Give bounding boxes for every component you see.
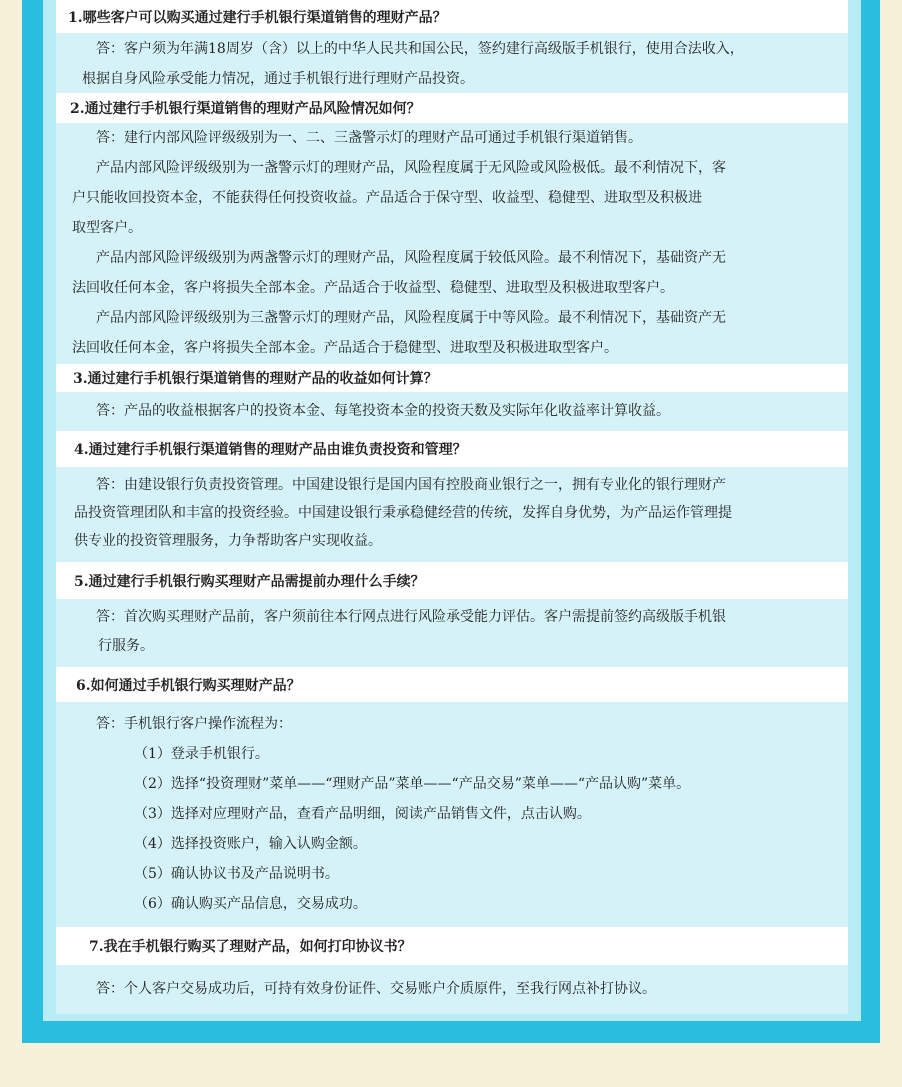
faq-list (56, 0, 848, 1014)
answer-line: 答：产品的收益根据客户的投资本金、每笔投资本金的投资天数及实际年化收益率计算收益。 (96, 403, 670, 419)
answer-line: 答：客户须为年满18周岁（含）以上的中华人民共和国公民，签约建行高级版手机银行，使用合法收入， (96, 41, 744, 57)
answer-2 (56, 123, 848, 364)
answer-line: 产品内部风险评级级别为一盏警示灯的理财产品，风险程度属于无风险或风险极低。最不利情况下，客 (96, 160, 726, 176)
question-1: 1.哪些客户可以购买通过建行手机银行渠道销售的理财产品？ (56, 0, 848, 33)
answer-line: 答：首次购买理财产品前，客户须前往本行网点进行风险承受能力评估。客户需提前签约高级版手机银 (96, 609, 726, 625)
answer-5 (56, 599, 848, 667)
answer-line: 答：手机银行客户操作流程为： (96, 716, 292, 732)
answer-line: 取型客户。 (72, 220, 142, 236)
answer-line: 法回收任何本金，客户将损失全部本金。产品适合于稳健型、进取型及积极进取型客户。 (72, 340, 618, 356)
answer-3 (56, 392, 848, 431)
question-5: 5.通过建行手机银行购买理财产品需提前办理什么手续？ (56, 562, 848, 599)
answer-line: 答：建行内部风险评级级别为一、二、三盏警示灯的理财产品可通过手机银行渠道销售。 (96, 130, 642, 146)
answer-line: 产品内部风险评级级别为三盏警示灯的理财产品，风险程度属于中等风险。最不利情况下，基础资产无 (96, 310, 726, 326)
inner-panel (43, 0, 861, 1021)
question-6: 6.如何通过手机银行购买理财产品？ (56, 667, 848, 702)
answer-line: （5）确认协议书及产品说明书。 (134, 866, 339, 882)
question-2: 2.通过建行手机银行渠道销售的理财产品风险情况如何？ (56, 93, 848, 123)
answer-line: （3）选择对应理财产品，查看产品明细，阅读产品销售文件，点击认购。 (134, 806, 591, 822)
answer-line: 答：由建设银行负责投资管理。中国建设银行是国内国有控股商业银行之一，拥有专业化的银行理财产 (96, 477, 726, 493)
answer-4 (56, 467, 848, 562)
answer-line: 品投资管理团队和丰富的投资经验。中国建设银行秉承稳健经营的传统，发挥自身优势，为产品运作管理提 (74, 505, 732, 521)
answer-line: 供专业的投资管理服务，力争帮助客户实现收益。 (74, 533, 382, 549)
answer-1 (56, 33, 848, 93)
answer-line: （6）确认购买产品信息，交易成功。 (134, 896, 367, 912)
answer-7 (56, 965, 848, 1014)
answer-line: 产品内部风险评级级别为两盏警示灯的理财产品，风险程度属于较低风险。最不利情况下，基础资产无 (96, 250, 726, 266)
answer-line: 根据自身风险承受能力情况，通过手机银行进行理财产品投资。 (82, 71, 474, 87)
answer-6 (56, 702, 848, 927)
question-4: 4.通过建行手机银行渠道销售的理财产品由谁负责投资和管理？ (56, 431, 848, 467)
answer-line: （2）选择“投资理财”菜单——“理财产品”菜单——“产品交易”菜单——“产品认购”菜单。 (134, 776, 691, 792)
answer-line: （4）选择投资账户，输入认购金额。 (134, 836, 367, 852)
answer-line: 法回收任何本金，客户将损失全部本金。产品适合于收益型、稳健型、进取型及积极进取型客户。 (72, 280, 674, 296)
outer-frame (22, 0, 880, 1043)
answer-line: 答：个人客户交易成功后，可持有效身份证件、交易账户介质原件，至我行网点补打协议。 (96, 981, 656, 997)
answer-line: 行服务。 (98, 638, 154, 654)
answer-line: 户只能收回投资本金，不能获得任何投资收益。产品适合于保守型、收益型、稳健型、进取型及积极进 (72, 190, 702, 206)
answer-line: （1）登录手机银行。 (134, 746, 269, 762)
question-7: 7.我在手机银行购买了理财产品，如何打印协议书？ (56, 927, 848, 965)
question-3: 3.通过建行手机银行渠道销售的理财产品的收益如何计算？ (56, 364, 848, 392)
